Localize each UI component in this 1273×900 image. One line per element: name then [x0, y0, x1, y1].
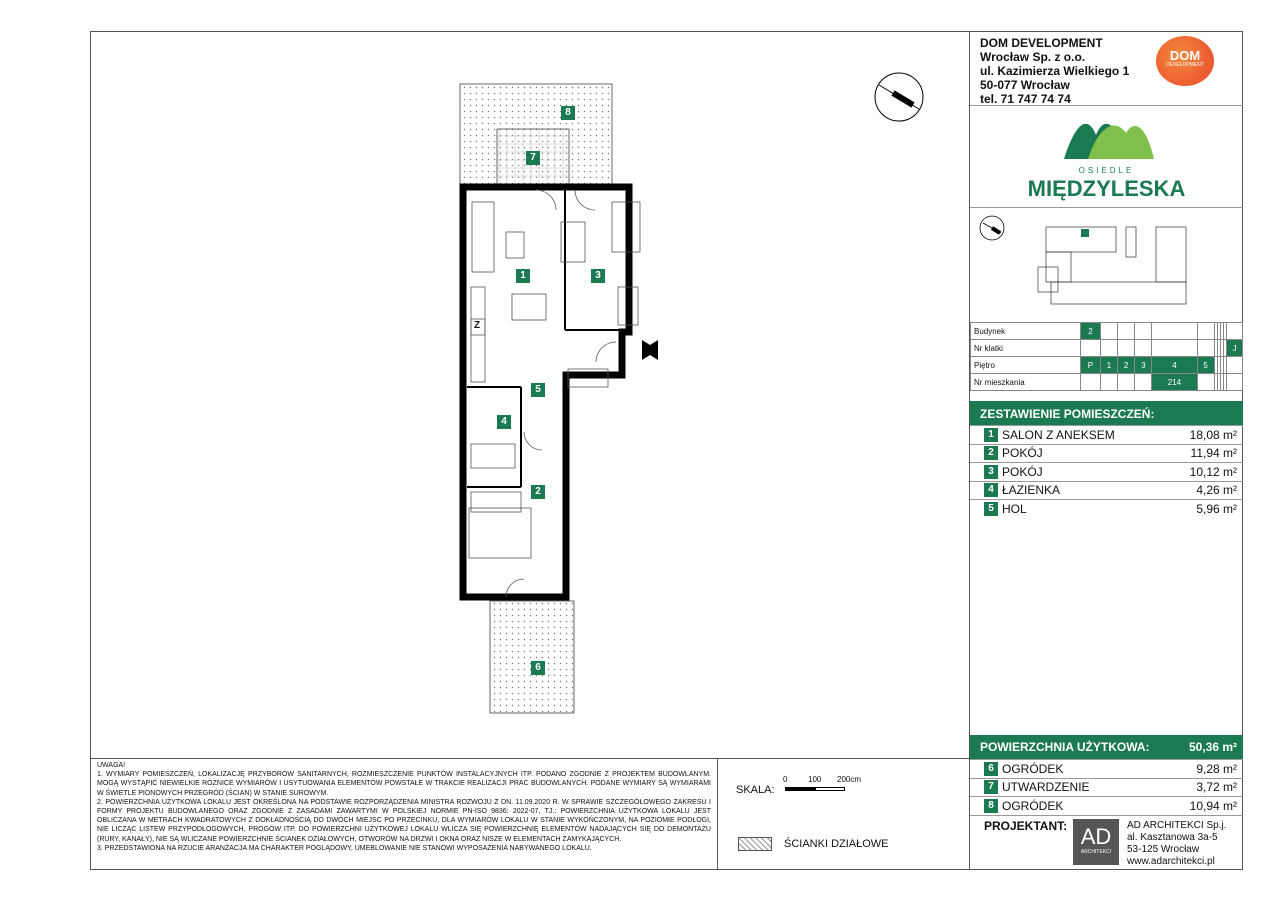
location-cell: 2: [1081, 323, 1101, 340]
room-area: 4,26 m²: [1196, 483, 1237, 498]
company-phone: tel. 71 747 74 74: [980, 92, 1071, 106]
room-number: 8: [984, 799, 998, 813]
room-name: POKÓJ: [1002, 464, 1043, 479]
room-area: 11,94 m²: [1190, 446, 1237, 461]
dom-logo-text: DOM: [1169, 48, 1201, 63]
designer-web: www.adarchitekci.pl: [1127, 856, 1215, 867]
designer-name: AD ARCHITEKCI Sp.j.: [1127, 820, 1227, 831]
location-cell: 5: [1197, 357, 1214, 374]
location-row-label: Budynek: [971, 323, 1081, 340]
location-cell: 2: [1118, 357, 1135, 374]
location-cell: [1118, 374, 1135, 391]
scale-bar-black: [785, 787, 815, 791]
room-label-1: 1: [516, 269, 530, 283]
room-number: 7: [984, 780, 998, 794]
designer-label: PROJEKTANT:: [984, 819, 1068, 833]
usable-area-label: POWIERZCHNIA UŻYTKOWA:: [980, 740, 1150, 754]
scale-legend: [718, 758, 969, 869]
room-label-2: 2: [531, 485, 545, 499]
room-name: OGRÓDEK: [1002, 798, 1064, 813]
location-cell: 214: [1152, 374, 1197, 391]
dom-logo-sub: DEVELOPMENT: [1166, 62, 1204, 68]
location-cell: [1227, 323, 1243, 340]
note-1: 1. WYMIARY POMIESZCZEŃ, LOKALIZACJĘ PRZYBORÓW SANITARNYCH, ROZMIESZCZENIE PUNKTÓW INSTALACYJNYCH ITP. PODANO ZGODNIE Z PROJEKTEM BUDOWLANYM. MOGĄ WYSTĄPIĆ NIEWIELKIE RÓŻNICE WYMIARÓW I USYTUOWANIA ELEMENTÓW POWSTAŁE W TRAKCIE REALIZACJI PRAC BUDOWLANYCH. PODANE WYMIARY SĄ WYMIARAMI W ŚWIETLE PIONOWYCH PRZEGRÓD (ŚCIAN) W STANIE SUROWYM.: [97, 771, 711, 797]
usable-area-bar: [970, 735, 1243, 759]
location-cell: [1081, 374, 1101, 391]
room-row: [970, 462, 1243, 480]
location-cell: [1227, 357, 1243, 374]
location-row-label: Nr mieszkania: [971, 374, 1081, 391]
location-cell: [1152, 340, 1197, 357]
room-row: [970, 425, 1243, 443]
bathtub: [471, 444, 515, 468]
location-cell: 3: [1135, 357, 1152, 374]
room-label-3: 3: [591, 269, 605, 283]
notes: [91, 758, 718, 869]
room-row: [970, 796, 1243, 814]
rooms-header: ZESTAWIENIE POMIESZCZEŃ:: [970, 401, 1243, 425]
ad-logo-text: AD: [1080, 824, 1112, 849]
double-bed: [469, 508, 531, 558]
scale-bar-white: [815, 787, 845, 791]
room-number: 4: [984, 483, 998, 497]
outer-wall: [463, 187, 629, 597]
room-area: 9,28 m²: [1196, 761, 1237, 776]
designer-city: 53-125 Wrocław: [1127, 844, 1200, 855]
location-row-label: Nr klatki: [971, 340, 1081, 357]
floor-plan-drawing: [91, 32, 968, 758]
wall-legend-swatch: [738, 837, 772, 851]
coffee-table: [506, 232, 524, 258]
estate-prefix: OSIEDLE: [1078, 166, 1135, 175]
location-row: [971, 323, 1243, 340]
room-name: HOL: [1002, 501, 1027, 516]
estate-name: MIĘDZYLESKA: [1027, 176, 1186, 201]
designer-street: al. Kasztanowa 3a-5: [1127, 832, 1218, 843]
room-area: 5,96 m²: [1196, 501, 1237, 516]
kitchen-counter: [471, 287, 485, 382]
company-name: DOM DEVELOPMENT: [980, 36, 1103, 50]
compass: [875, 73, 923, 121]
location-cell: [1197, 340, 1214, 357]
location-cell: [1118, 340, 1135, 357]
dining-table: [512, 294, 546, 320]
room-number: 2: [984, 446, 998, 460]
room-row: [970, 499, 1243, 517]
room-row: [970, 759, 1243, 777]
location-row: [971, 357, 1243, 374]
scale-label: SKALA:: [736, 784, 775, 796]
company-info: [980, 36, 1129, 106]
company-street: ul. Kazimierza Wielkiego 1: [980, 64, 1130, 78]
scale-tick-100: 100: [808, 775, 822, 784]
room-number: 6: [984, 762, 998, 776]
room-number: 5: [984, 502, 998, 516]
location-cell: [1152, 323, 1197, 340]
sofa: [472, 202, 494, 272]
room-area: 3,72 m²: [1196, 780, 1237, 795]
room-row: [970, 444, 1243, 462]
room-number: 3: [984, 465, 998, 479]
location-cell: P: [1081, 357, 1101, 374]
wall-legend-label: ŚCIANKI DZIAŁOWE: [784, 838, 889, 850]
room-area: 10,94 m²: [1189, 798, 1237, 813]
room-area: 10,12 m²: [1189, 464, 1237, 479]
location-cell: [1197, 323, 1214, 340]
location-cell: [1100, 340, 1117, 357]
room-row: [970, 778, 1243, 796]
room-label-5: 5: [531, 383, 545, 397]
room-name: POKÓJ: [1002, 446, 1043, 461]
room-area: 18,08 m²: [1189, 427, 1237, 442]
notes-title: UWAGA!: [97, 762, 126, 769]
room-label-6: 6: [531, 661, 545, 675]
location-cell: J: [1227, 340, 1243, 357]
scale-tick-200: 200cm: [837, 775, 862, 784]
room-label-4: 4: [497, 415, 511, 429]
usable-area-value: 50,36 m²: [1188, 740, 1237, 754]
room-name: ŁAZIENKA: [1002, 483, 1061, 498]
location-row: [971, 374, 1243, 391]
room-name: SALON Z ANEKSEM: [1002, 427, 1115, 442]
location-row: [971, 340, 1243, 357]
note-3: 3. PRZEDSTAWIONA NA RZUCIE ARANŻACJA MA CHARAKTER POGLĄDOWY, UMEBLOWANIE NIE STANOWI WYPOSAŻENIA NABYWANEGO LOKALU.: [97, 844, 592, 852]
ad-logo-sub: ARCHITEKCI: [1080, 849, 1112, 855]
room-label-7: 7: [526, 151, 540, 165]
room-number: 1: [984, 428, 998, 442]
location-cell: [1081, 340, 1101, 357]
location-cell: [1100, 374, 1117, 391]
company-line2: Wrocław Sp. z o.o.: [980, 50, 1086, 64]
wardrobe-2: [471, 492, 521, 512]
room-row: [970, 481, 1243, 499]
site-mini-map: [976, 212, 1238, 322]
dom-logo: [1156, 36, 1214, 86]
designer-info: [1127, 820, 1226, 868]
location-cell: [1135, 374, 1152, 391]
location-cell: [1135, 323, 1152, 340]
room-label-8: 8: [561, 106, 575, 120]
location-cell: [1197, 374, 1214, 391]
estate-logo-icon: [1058, 111, 1158, 163]
info-panel: [969, 32, 1242, 869]
garden-bottom: [490, 601, 574, 713]
location-table: [970, 322, 1243, 391]
location-cell: [1135, 340, 1152, 357]
floor-plan: [91, 32, 968, 758]
room-name: UTWARDZENIE: [1002, 780, 1090, 795]
ad-logo: [1073, 819, 1119, 865]
location-cell: [1227, 374, 1243, 391]
fridge-label: Z: [474, 320, 481, 331]
scale-tick-0: 0: [783, 775, 788, 784]
location-cell: 4: [1152, 357, 1197, 374]
note-2: 2. POWIERZCHNIA UŻYTKOWA LOKALU JEST OKREŚLONA NA PODSTAWIE ROZPORZĄDZENIA MINISTRA ROZWOJU Z DN. 11.09.2020 R. W SPRAWIE SZCZEGÓŁOWEGO ZAKRESU I FORMY PROJEKTU BUDOWLANEGO ORAZ ZGODNIE Z ZASADAMI ZAWARTYMI W POLSKIEJ NORMIE PN-ISO 9836: 2022-07, TJ.: POWIERZCHNIA UŻYTKOWA LOKALU JEST OBLICZANA W METRACH KWADRATOWYCH Z DOKŁADNOŚCIĄ DO DWÓCH MIEJSC PO PRZECINKU, DLA WYMIARÓW LOKALU W STANIE WYKOŃCZONYM, NA POZIOMIE PODŁOGI, NIE LICZĄC LISTEW PRZYPODŁOGOWYCH, PROGÓW ITP. DO POWIERZCHNI UŻYTKOWEJ LOKALU WLICZA SIĘ POWIERZCHNIĘ ELEMENTÓW NADAJĄCYCH SIĘ DO DEMONTAŻU (RURY, KANAŁY), NIE SĄ WLICZANE POWIERZCHNIE ŚCIANEK DZIAŁOWYCH, OTWORÓW NA DRZWI I OKNA ORAZ NISZE W ELEMENTACH ZAMYKAJĄCYCH.: [97, 798, 711, 843]
location-row-label: Piętro: [971, 357, 1081, 374]
company-city: 50-077 Wrocław: [980, 78, 1070, 92]
location-cell: [1100, 323, 1117, 340]
location-cell: 1: [1100, 357, 1117, 374]
room-name: OGRÓDEK: [1002, 761, 1064, 776]
location-cell: [1118, 323, 1135, 340]
